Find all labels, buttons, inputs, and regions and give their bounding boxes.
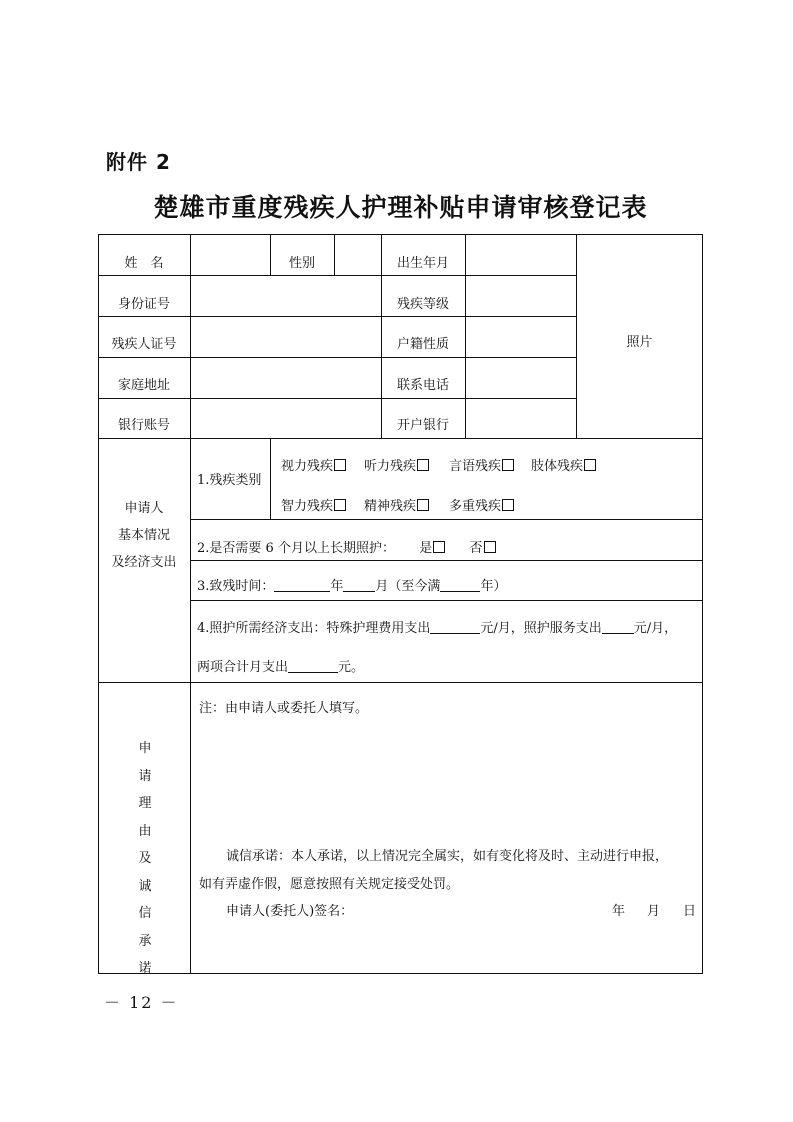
basic-section-line1: 申请人 <box>124 501 164 516</box>
basic-section-line3: 及经济支出 <box>111 555 177 570</box>
yes-option[interactable]: 是 <box>419 541 445 556</box>
checkbox[interactable] <box>334 459 346 471</box>
no-option[interactable]: 否 <box>470 541 496 556</box>
category-intellectual[interactable]: 智力残疾 <box>281 499 346 513</box>
expense-line2: 两项合计月支出 元。 <box>197 660 365 675</box>
pledge-line1: 诚信承诺：本人承诺，以上情况完全属实，如有变化将及时、主动进行申报， <box>226 849 669 864</box>
reason-section-label: 申 请 理 由 及 诚 信 承 诺 <box>138 741 152 976</box>
total-cost-blank[interactable] <box>288 661 338 673</box>
row-rule <box>98 398 576 399</box>
checkbox[interactable] <box>417 499 429 511</box>
category-speech[interactable]: 言语残疾 <box>449 459 514 473</box>
disability-level-label: 残疾等级 <box>396 297 449 312</box>
col-rule <box>270 438 271 519</box>
bank-label: 开户银行 <box>396 418 449 433</box>
checkbox[interactable] <box>484 541 496 553</box>
basic-section-line2: 基本情况 <box>117 528 170 543</box>
special-care-cost-blank[interactable] <box>430 622 480 634</box>
name-label: 姓 名 <box>124 256 164 271</box>
category-visual[interactable]: 视力残疾 <box>281 459 346 473</box>
category-physical[interactable]: 肢体残疾 <box>531 459 596 473</box>
phone-label: 联系电话 <box>396 378 449 393</box>
care-service-cost-blank[interactable] <box>602 622 634 634</box>
row-rule <box>98 682 703 683</box>
gender-label: 性别 <box>288 256 315 271</box>
checkbox[interactable] <box>584 459 596 471</box>
signature-label: 申请人(委托人)签名： <box>226 904 354 919</box>
checkbox[interactable] <box>502 499 514 511</box>
row-rule <box>190 560 703 561</box>
row-rule <box>190 600 703 601</box>
row-rule <box>98 438 703 439</box>
date-day: 日 <box>683 904 697 919</box>
row-rule <box>98 357 576 358</box>
category-multiple[interactable]: 多重残疾 <box>449 499 514 513</box>
category-hearing[interactable]: 听力残疾 <box>364 459 429 473</box>
years-since-blank[interactable] <box>440 580 480 592</box>
category-mental[interactable]: 精神残疾 <box>364 499 429 513</box>
annex-label: 附件 2 <box>106 150 171 174</box>
checkbox[interactable] <box>334 499 346 511</box>
photo-label: 照片 <box>626 335 653 350</box>
pledge-line2: 如有弄虚作假，愿意按照有关规定接受处罚。 <box>199 877 460 892</box>
fill-note: 注：由申请人或委托人填写。 <box>199 701 369 716</box>
disability-cert-label: 残疾人证号 <box>111 337 177 352</box>
bank-account-label: 银行账号 <box>117 418 170 433</box>
long-term-care-question: 2.是否需要 6 个月以上长期照护： 是 否 <box>197 541 496 555</box>
col-rule <box>465 234 466 438</box>
form-title: 楚雄市重度残疾人护理补贴申请审核登记表 <box>153 193 648 222</box>
birth-label: 出生年月 <box>396 256 449 271</box>
checkbox[interactable] <box>433 541 445 553</box>
year-blank[interactable] <box>274 580 330 592</box>
household-type-label: 户籍性质 <box>396 337 449 352</box>
date-year: 年 <box>612 904 626 919</box>
page-number: － 12 － <box>104 993 179 1012</box>
id-card-label: 身份证号 <box>117 297 170 312</box>
checkbox[interactable] <box>502 459 514 471</box>
disability-time-line: 3.致残时间： 年 月（至今满 年） <box>197 579 507 594</box>
col-rule <box>190 234 191 974</box>
date-month: 月 <box>647 904 661 919</box>
expense-line1: 4.照护所需经济支出：特殊护理费用支出 元/月，照护服务支出 元/月， <box>197 621 678 636</box>
category-label: 1.残疾类别 <box>197 473 262 488</box>
col-rule <box>334 234 335 275</box>
month-blank[interactable] <box>343 580 375 592</box>
address-label: 家庭地址 <box>117 378 170 393</box>
row-rule <box>190 519 703 520</box>
row-rule <box>98 316 576 317</box>
checkbox[interactable] <box>417 459 429 471</box>
row-rule <box>98 275 576 276</box>
